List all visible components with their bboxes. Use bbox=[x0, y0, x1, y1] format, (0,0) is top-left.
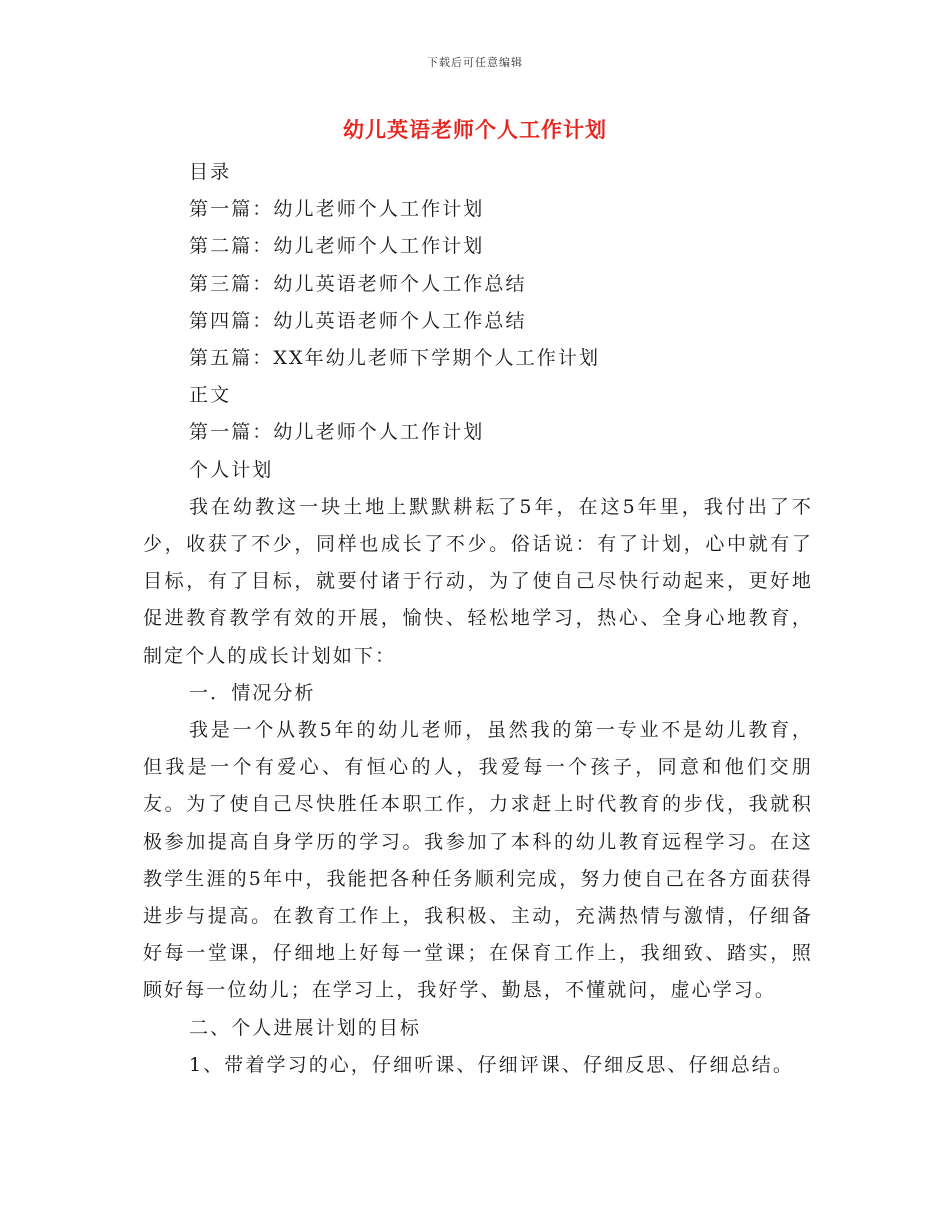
intro-paragraph: 我在幼教这一块土地上默默耕耘了5年，在这5年里，我付出了不少，收获了不少，同样也成长了不少。俗话说：有了计划，心中就有了目标，有了目标，就要付诸于行动，为了使自己尽快行动起来，更好地促进教育教学有效的开展，愉快、轻松地学习，热心、全身心地教育，制定个人的成长计划如下： bbox=[143, 495, 813, 667]
section2-item: 1、带着学习的心，仔细听课、仔细评课、仔细反思、仔细总结。 bbox=[189, 1053, 794, 1076]
document-title: 幼儿英语老师个人工作计划 bbox=[343, 117, 607, 142]
toc-item: 第三篇：幼儿英语老师个人工作总结 bbox=[189, 272, 527, 295]
toc-item: 第一篇：幼儿老师个人工作计划 bbox=[189, 198, 485, 221]
section2-heading: 二、个人进展计划的目标 bbox=[189, 1016, 422, 1039]
section-title: 第一篇：幼儿老师个人工作计划 bbox=[189, 421, 485, 444]
toc-heading: 目录 bbox=[189, 161, 232, 183]
sub-title: 个人计划 bbox=[189, 458, 274, 481]
toc-item: 第五篇：XX年幼儿老师下学期个人工作计划 bbox=[189, 347, 601, 370]
section1-heading: 一．情况分析 bbox=[189, 681, 316, 704]
main-heading: 正文 bbox=[189, 384, 232, 407]
toc-item: 第二篇：幼儿老师个人工作计划 bbox=[189, 235, 485, 258]
document-body bbox=[143, 154, 813, 1084]
section1-paragraph: 我是一个从教5年的幼儿老师，虽然我的第一专业不是幼儿教育，但我是一个有爱心、有恒心的人，我爱每一个孩子，同意和他们交朋友。为了使自己尽快胜任本职工作，力求赶上时代教育的步伐，我就积极参加提高自身学历的学习。我参加了本科的幼儿教育远程学习。在这教学生涯的5年中，我能把各种任务顺利完成，努力使自己在各方面获得进步与提高。在教育工作上，我积极、主动，充满热情与激情，仔细备好每一堂课，仔细地上好每一堂课；在保育工作上，我细致、踏实，照顾好每一位幼儿；在学习上，我好学、勤恳，不懂就问，虚心学习。 bbox=[143, 719, 813, 1002]
header-note: 下载后可任意编辑 bbox=[427, 56, 523, 69]
toc-item: 第四篇：幼儿英语老师个人工作总结 bbox=[189, 309, 527, 332]
